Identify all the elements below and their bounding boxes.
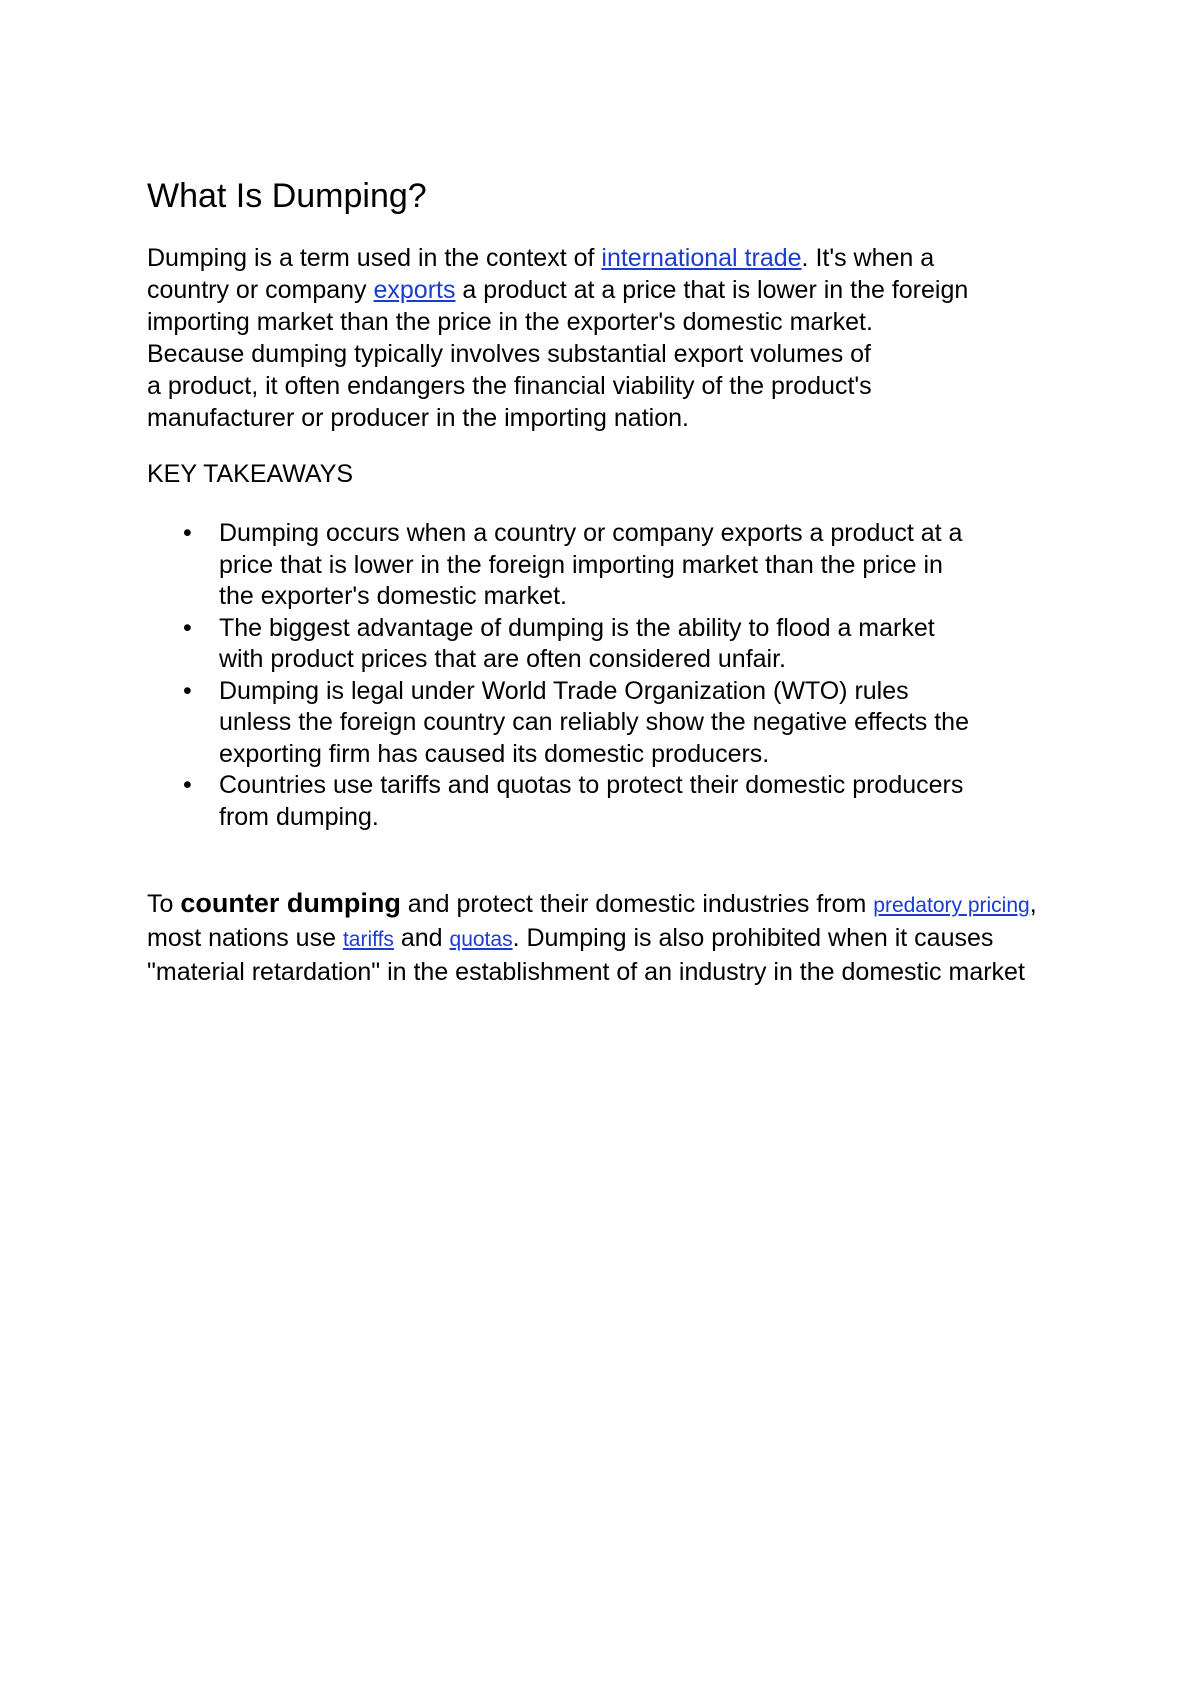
intro-paragraph (147, 242, 1067, 434)
exports-link[interactable]: exports (373, 276, 456, 304)
intro-text-3: a product at a price that is lower in the foreign importing market than the price in the exporter's domestic market. Because dumping typically involves substantial export volumes of a product, it often endangers the financial viability of the product's manufacturer or producer in the importing nation. (147, 276, 969, 432)
bullet-icon: • (183, 613, 192, 642)
document-content (147, 174, 1067, 989)
takeaway-text: Dumping is legal under World Trade Organization (WTO) rules unless the foreign country can reliably show the negative effects the exporting firm has caused its domestic producers. (219, 676, 969, 768)
closing-text-4: and (393, 924, 450, 952)
page-title: What Is Dumping? (147, 177, 427, 215)
takeaway-item (183, 676, 1067, 771)
takeaway-item (183, 613, 1067, 676)
closing-text-3: , most nations use (147, 890, 1037, 952)
takeaway-text: Countries use tariffs and quotas to protect their domestic producers from dumping. (219, 771, 964, 831)
bullet-icon: • (183, 519, 192, 547)
intro-text-2: . It's when a country or company (147, 244, 935, 304)
tariffs-link[interactable]: tariffs (342, 928, 394, 951)
intro-text-1: Dumping is a term used in the context of (147, 244, 602, 272)
closing-text-1: To (147, 890, 181, 918)
international-trade-link[interactable]: international trade (601, 244, 802, 272)
predatory-pricing-link[interactable]: predatory pricing (873, 894, 1030, 917)
closing-text-5: . Dumping is also prohibited when it causes "material retardation" in the establishment of an industry in the domestic market (147, 924, 1025, 986)
takeaway-item (183, 770, 1067, 833)
closing-paragraph (147, 887, 1067, 989)
quotas-link[interactable]: quotas (449, 928, 513, 951)
key-takeaways-list (147, 518, 1067, 833)
takeaway-text: The biggest advantage of dumping is the ability to flood a market with product prices that are often considered unfair. (219, 613, 935, 673)
takeaway-text: Dumping occurs when a country or company exports a product at a price that is lower in the foreign importing market than the price in the exporter's domestic market. (219, 519, 963, 610)
closing-text-2: and protect their domestic industries from (400, 890, 874, 918)
bullet-icon: • (183, 676, 192, 705)
counter-dumping-bold: counter dumping (180, 888, 401, 918)
takeaway-item (183, 518, 1067, 613)
key-takeaways-heading: KEY TAKEAWAYS (147, 460, 354, 488)
bullet-icon: • (183, 771, 192, 799)
